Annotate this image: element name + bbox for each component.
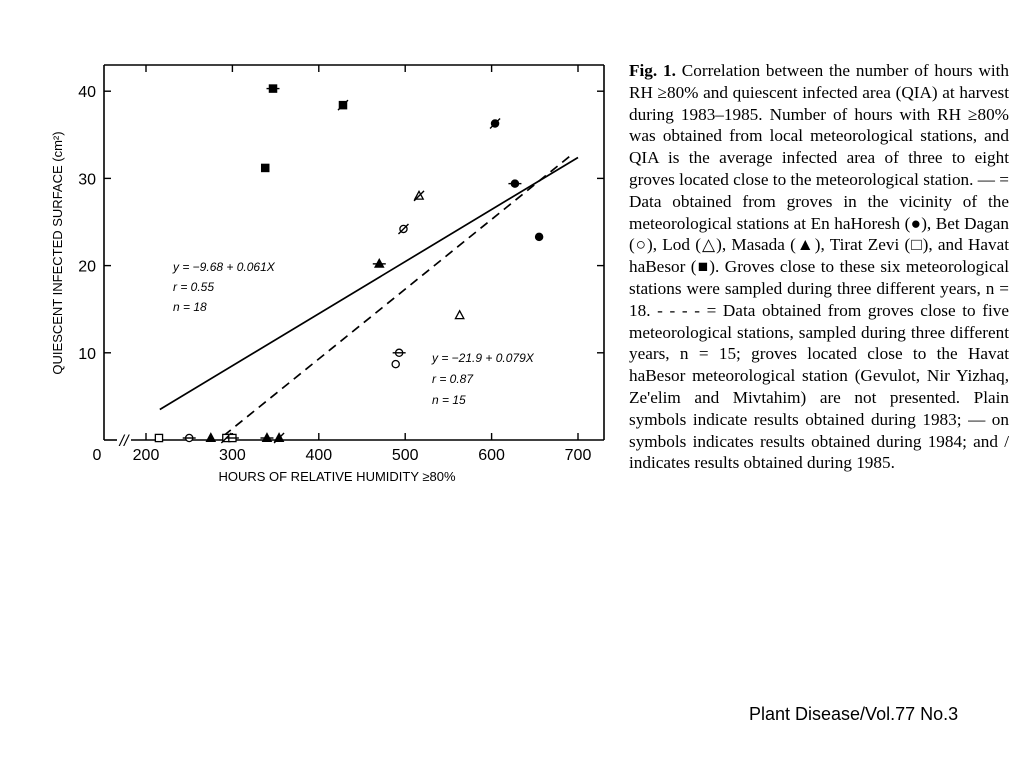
- plot-frame: [104, 65, 604, 440]
- annotation-dashed-n: n = 15: [432, 393, 466, 407]
- data-point: [274, 433, 284, 443]
- scatter-chart: [0, 0, 620, 520]
- data-point: [338, 100, 348, 110]
- x-axis-label: HOURS OF RELATIVE HUMIDITY ≥80%: [218, 469, 456, 484]
- point-marker: [207, 434, 215, 442]
- annotation-dashed-r: r = 0.87: [432, 372, 474, 386]
- data-point: [373, 259, 386, 267]
- regression-lines: [160, 153, 578, 436]
- point-marker: [455, 311, 463, 319]
- y-ticks: [78, 84, 604, 363]
- annotation-solid-n: n = 18: [173, 300, 207, 314]
- point-marker: [392, 361, 399, 368]
- x-tick-label: 300: [219, 447, 246, 464]
- data-point: [398, 224, 408, 234]
- data-point: [414, 191, 424, 201]
- annotation-solid-equation: y = −9.68 + 0.061X: [173, 260, 275, 274]
- y-tick-label: 10: [78, 345, 96, 363]
- annotation-solid-fit: [172, 260, 278, 314]
- regression-line-solid: [160, 157, 578, 409]
- data-point: [508, 180, 521, 187]
- data-point: [393, 349, 406, 356]
- data-point: [267, 85, 280, 92]
- x-tick-label: 400: [305, 447, 333, 464]
- x-tick-label: 700: [564, 447, 592, 464]
- y-tick-label: 20: [78, 258, 96, 276]
- point-marker: [262, 164, 269, 171]
- point-marker: [536, 233, 543, 240]
- data-point: [455, 311, 463, 319]
- x-tick-label: 200: [132, 447, 160, 464]
- x-tick-label: 500: [391, 447, 419, 464]
- data-point: [490, 118, 500, 128]
- caption-label: Fig. 1.: [629, 61, 676, 80]
- annotation-dashed-fit: [431, 351, 537, 407]
- journal-citation: Plant Disease/Vol.77 No.3: [749, 704, 959, 724]
- data-point: [392, 361, 399, 368]
- x-origin-label: 0: [92, 447, 102, 464]
- axis-break-mark: //: [119, 433, 129, 450]
- y-tick-label: 30: [78, 171, 96, 189]
- x-tick-label: 600: [478, 447, 505, 464]
- data-point: [207, 434, 215, 442]
- y-axis-label: QUIESCENT INFECTED SURFACE (cm²): [50, 131, 65, 375]
- regression-line-dashed: [224, 153, 574, 436]
- data-point: [155, 434, 162, 441]
- caption-text: Correlation between the number of hours with RH ≥80% and quiescent infected area (QIA) at harvest during 1983–1985. Number of hours with RH ≥80% was obtained from local meteorological stations, and QIA is the average infected area of three to eight groves located close to the meteorological station. — = Data obtained from groves in the vicinity of the meteorological stations at En haHoresh (●), Bet Dagan (○), Lod (△), Masada (▲), Tirat Zevi (□), and Havat haBesor (■). Groves close to these six meteorological stations were sampled during three different years, n = 18. - - - - = Data obtained from groves close to five meteorological stations, sampled during three different years, n = 15; groves located close to the Havat haBesor meteorological station (Gevulot, Nir Yizhaq, Ze'elim and Mivtahim) are not presented. Plain symbols indicate results obtained during 1983; — on symbols indicates results obtained during 1984; and / indicates results obtained during 1985.: [629, 61, 1010, 473]
- data-point: [262, 164, 269, 171]
- annotation-dashed-equation: y = −21.9 + 0.079X: [432, 351, 534, 365]
- figure-caption: [629, 60, 1009, 474]
- data-point: [536, 233, 543, 240]
- point-marker: [155, 434, 162, 441]
- annotation-solid-r: r = 0.55: [173, 280, 215, 294]
- y-tick-label: 40: [78, 84, 96, 102]
